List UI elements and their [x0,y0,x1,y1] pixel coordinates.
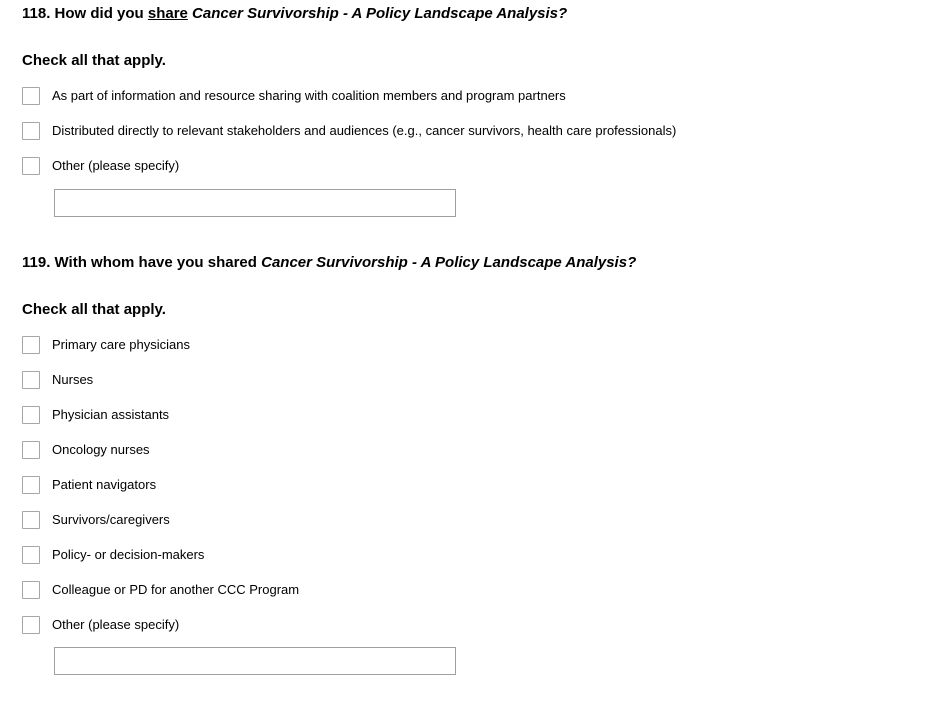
option-row [22,476,951,494]
document-title-italic: Cancer Survivorship - A Policy Landscape Analysis? [261,254,637,271]
question-number-text: 119. With whom have you shared [22,254,262,271]
document-title-italic: Cancer Survivorship - A Policy Landscape Analysis? [187,5,568,22]
option-label[interactable]: Other (please specify) [52,617,180,632]
checkbox[interactable] [22,441,40,459]
option-label[interactable]: Patient navigators [52,477,157,492]
option-row [22,336,951,354]
checkbox[interactable] [22,546,40,564]
checkbox[interactable] [22,476,40,494]
option-row [22,157,951,175]
option-label[interactable]: Colleague or PD for another CCC Program [52,582,300,597]
option-label[interactable]: Survivors/caregivers [52,512,170,527]
other-specify-input[interactable] [54,647,456,675]
checkbox[interactable] [22,87,40,105]
option-label[interactable]: Distributed directly to relevant stakeholders and audiences (e.g., cancer survivors, health care professionals) [52,123,677,138]
checkbox[interactable] [22,581,40,599]
question-118 [22,5,951,217]
checkbox[interactable] [22,157,40,175]
underlined-word: share [147,5,188,22]
checkbox[interactable] [22,371,40,389]
checkbox[interactable] [22,616,40,634]
option-label[interactable]: Primary care physicians [52,337,190,352]
option-row [22,371,951,389]
option-row [22,87,951,105]
option-label[interactable]: Policy- or decision-makers [52,547,205,562]
question-title [22,5,951,23]
option-row [22,441,951,459]
checkbox[interactable] [22,122,40,140]
question-119 [22,254,951,675]
question-title [22,254,951,272]
option-row [22,406,951,424]
option-label[interactable]: Physician assistants [52,407,170,422]
check-all-instruction: Check all that apply. [22,301,166,318]
checkbox[interactable] [22,406,40,424]
other-specify-input[interactable] [54,189,456,217]
option-label[interactable]: Oncology nurses [52,442,150,457]
option-label[interactable]: As part of information and resource sharing with coalition members and program partners [52,88,566,103]
check-all-instruction: Check all that apply. [22,52,166,69]
option-label[interactable]: Nurses [52,372,94,387]
checkbox[interactable] [22,511,40,529]
option-row [22,616,951,634]
option-row [22,122,951,140]
checkbox[interactable] [22,336,40,354]
option-row [22,546,951,564]
option-row [22,581,951,599]
option-row [22,511,951,529]
question-number-text: 118. How did you [22,5,148,22]
option-label[interactable]: Other (please specify) [52,158,180,173]
